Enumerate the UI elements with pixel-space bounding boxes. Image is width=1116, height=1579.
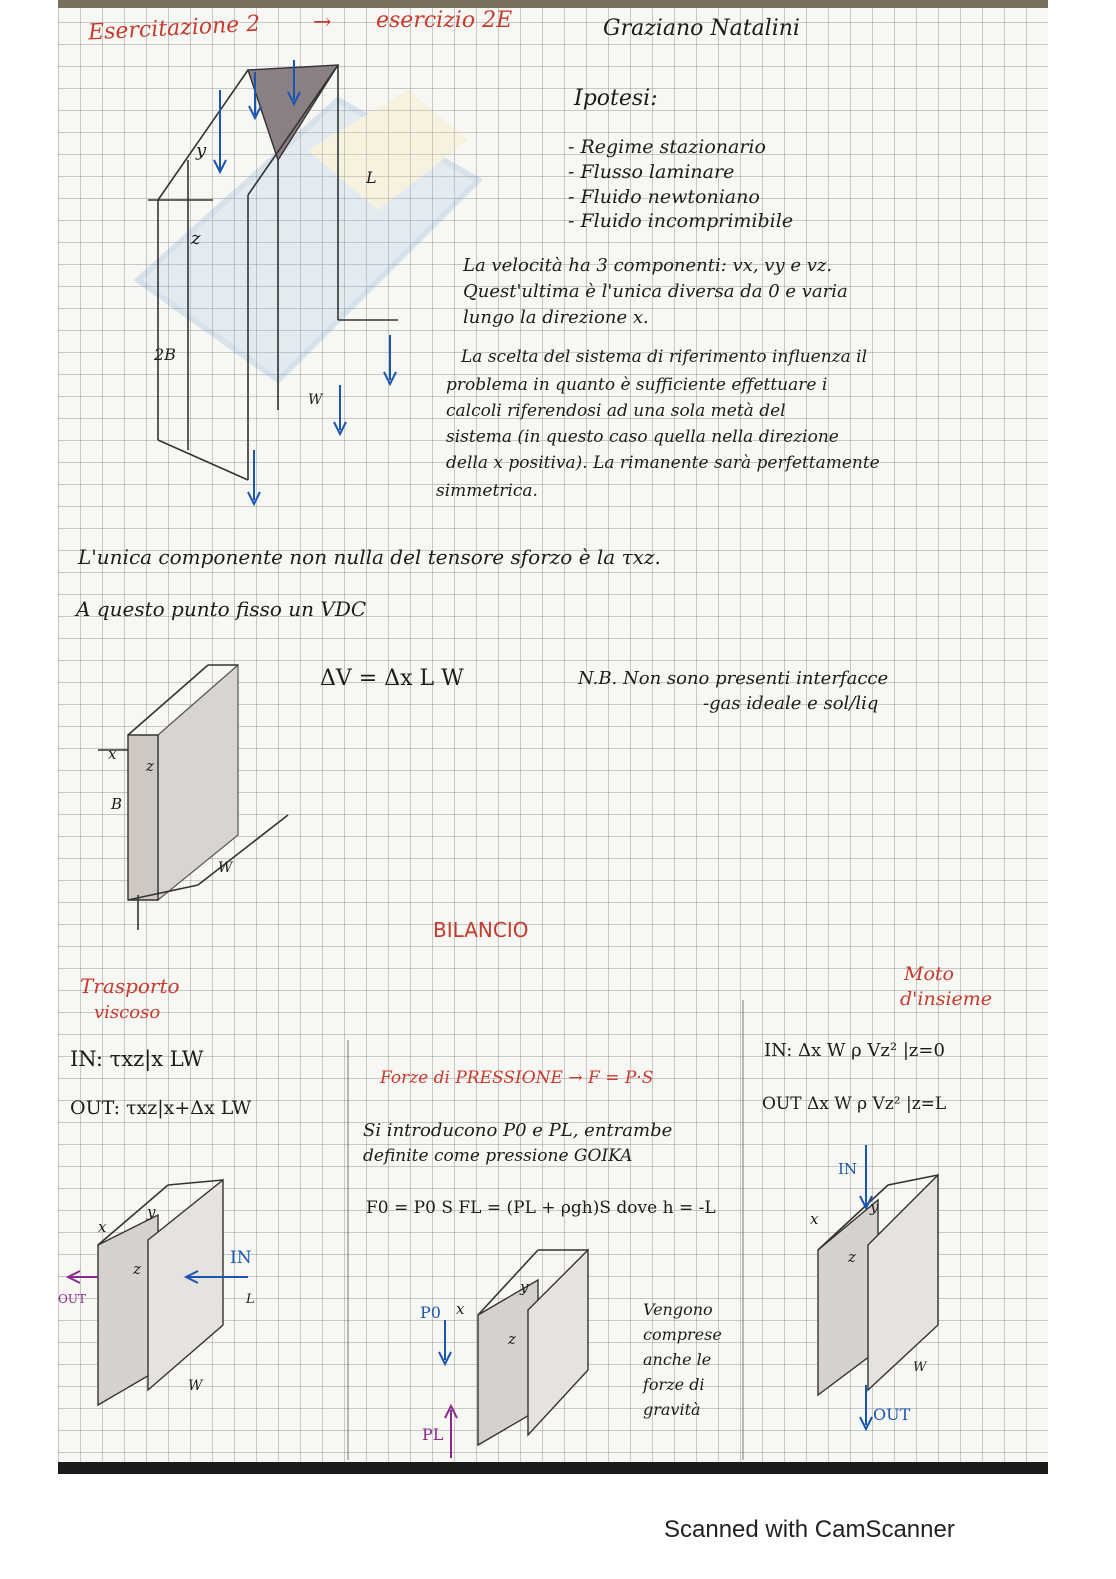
vdc-label-B: B (111, 795, 123, 813)
pressure-note-line: forze di (643, 1375, 705, 1394)
pressure-heading: Forze di PRESSIONE → F = P·S (380, 1068, 654, 1088)
bulk-heading-line1: Moto (904, 963, 954, 985)
velocity-line: La velocità ha 3 componenti: vx, vy e vz. (463, 255, 833, 276)
viscous-label-in: IN (230, 1248, 252, 1268)
pressure-text-line1: Si introducono P0 e PL, entrambe (363, 1120, 673, 1141)
viscous-label-x: x (98, 1218, 107, 1236)
pressure-label-z: z (508, 1330, 516, 1348)
hypothesis-item: - Flusso laminare (568, 161, 735, 183)
bulk-out: OUT Δx W ρ Vz² |z=L (762, 1094, 947, 1114)
bulk-label-y: y (870, 1198, 879, 1216)
reference-line: simmetrica. (436, 481, 538, 501)
vdc-label-z: z (146, 757, 154, 775)
hypotheses-heading: Ipotesi: (574, 86, 658, 111)
hypothesis-item: - Regime stazionario (568, 136, 766, 158)
velocity-line: lungo la direzione x. (463, 307, 649, 328)
pressure-formula: F0 = P0 S FL = (PL + ρgh)S dove h = -L (366, 1198, 716, 1218)
balance-title: BILANCIO (433, 918, 529, 942)
pressure-text-line2: definite come pressione GOIKA (363, 1146, 633, 1166)
hypothesis-item: - Fluido incomprimibile (568, 210, 794, 232)
bulk-label-z: z (848, 1248, 856, 1266)
header-author: Graziano Natalini (603, 16, 800, 41)
sketch-label-z: z (191, 228, 201, 249)
pressure-note-line: comprese (643, 1325, 722, 1344)
viscous-out: OUT: τxz|x+Δx LW (70, 1097, 252, 1119)
pressure-note-line: anche le (643, 1350, 712, 1369)
viscous-label-out: OUT (58, 1292, 86, 1306)
pressure-sketch (418, 1240, 638, 1460)
viscous-heading-line1: Trasporto (80, 974, 180, 998)
sketch-label-L: L (366, 168, 377, 187)
viscous-in: IN: τxz|x LW (70, 1047, 204, 1071)
header-title-mid: esercizio 2E (376, 8, 513, 33)
sketch-label-2B: 2B (154, 345, 176, 364)
viscous-label-z: z (133, 1260, 141, 1278)
viscous-label-L: L (246, 1292, 255, 1307)
bulk-label-in: IN (838, 1160, 858, 1178)
header-title-left: Esercitazione 2 (87, 11, 261, 46)
pressure-label-y: y (520, 1278, 529, 1296)
sketch-label-W: W (308, 392, 323, 408)
vdc-note-line1: N.B. Non sono presenti interfacce (578, 668, 889, 689)
page-bottom-edge (58, 1462, 1048, 1474)
reference-line: problema in quanto è sufficiente effettuare i (446, 375, 828, 395)
pressure-note-line: Vengono (643, 1300, 713, 1319)
pressure-label-x: x (456, 1300, 465, 1318)
bulk-sketch (798, 1140, 958, 1420)
bulk-in: IN: Δx W ρ Vz² |z=0 (764, 1040, 945, 1061)
vdc-statement: A questo punto fisso un VDC (76, 597, 367, 621)
notebook-page (58, 0, 1048, 1474)
scanner-footer: Scanned with CamScanner (664, 1516, 955, 1543)
reference-line: della x positiva). La rimanente sarà perfettamente (446, 453, 880, 473)
pressure-label-pl: PL (422, 1425, 444, 1444)
reference-line: La scelta del sistema di riferimento influenza il (461, 347, 868, 367)
bulk-heading-line2: d'insieme (900, 988, 993, 1010)
stress-statement: L'unica componente non nulla del tensore sforzo è la τxz. (78, 545, 661, 569)
viscous-label-W: W (188, 1378, 203, 1394)
vdc-label-x: x (108, 745, 117, 763)
sketch-label-y: y (196, 140, 207, 161)
vdc-note-line2: -gas ideale e sol/liq (703, 693, 879, 714)
bulk-label-out: OUT (873, 1405, 911, 1424)
pressure-label-p0: P0 (420, 1303, 441, 1322)
reference-line: sistema (in questo caso quella nella direzione (446, 427, 839, 447)
viscous-label-y: y (147, 1203, 156, 1221)
hypothesis-item: - Fluido newtoniano (568, 186, 760, 208)
velocity-line: Quest'ultima è l'unica diversa da 0 e varia (463, 281, 848, 302)
header-arrow: → (313, 10, 332, 35)
reference-line: calcoli riferendosi ad una sola metà del (446, 401, 786, 421)
viscous-heading-line2: viscoso (94, 1002, 161, 1023)
bulk-label-W: W (913, 1360, 927, 1375)
vdc-label-W: W (218, 860, 233, 876)
viscous-sketch (78, 1165, 288, 1425)
pressure-note-line: gravità (643, 1400, 701, 1419)
vdc-formula: ΔV = Δx L W (320, 666, 464, 691)
bulk-label-x: x (810, 1210, 819, 1228)
